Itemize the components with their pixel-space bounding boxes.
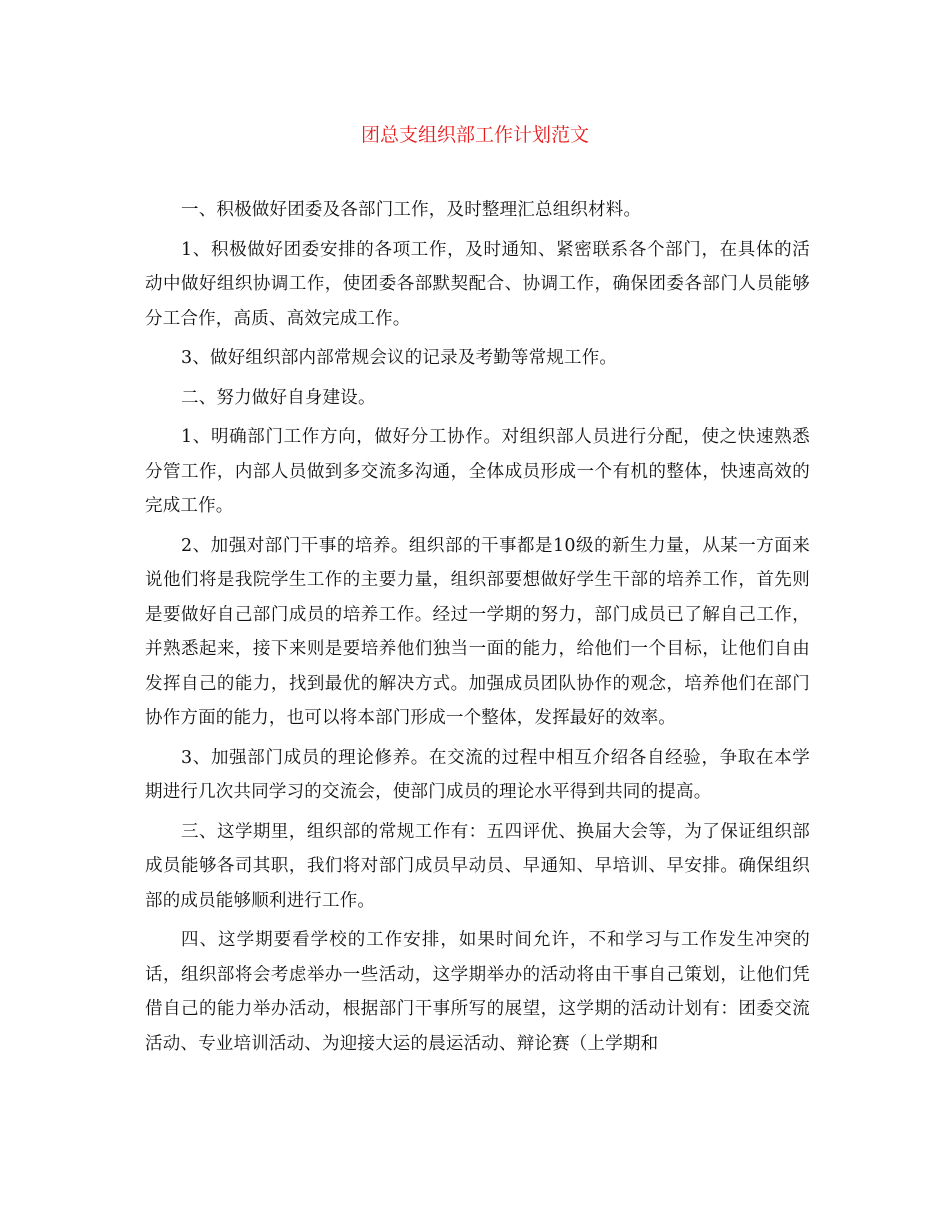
paragraph-section-1-item-3: 3、做好组织部内部常规会议的记录及考勤等常规工作。 — [181, 348, 618, 368]
paragraph-section-2-heading: 二、努力做好自身建设。 — [181, 387, 376, 408]
paragraph-section-4: 四、这学期要看学校的工作安排，如果时间允许，不和学习与工作发生冲突的话，组织部将会考虑举办一些活动，这学期举办的活动将由干事自己策划，让他们凭借自己的能力举办活动，根据部门干事所写的展望，这学期的活动计划有：团委交流活动、专业培训活动、为迎接大运的晨运活动、辩论赛（上学期和 — [145, 930, 810, 1054]
document-title: 团总支组织部工作计划范文 — [360, 124, 589, 146]
paragraph-section-2-item-2: 2、加强对部门干事的培养。组织部的干事都是10级的新生力量，从某一方面来说他们将是我院学生工作的主要力量，组织部要想做好学生干部的培养工作，首先则是要做好自己部门成员的培养工作。经过一学期的努力，部门成员已了解自己工作，并熟悉起来，接下来则是要培养他们独当一面的能力，给他们一个目标，让他们自由发挥自己的能力，找到最优的解决方式。加强成员团队协作的观念，培养他们在部门协作方面的能力，也可以将本部门形成一个整体，发挥最好的效率。 — [145, 535, 810, 728]
paragraph-section-2-item-3: 3、加强部门成员的理论修养。在交流的过程中相互介绍各自经验，争取在本学期进行几次共同学习的交流会，使部门成员的理论水平得到共同的提高。 — [145, 747, 810, 802]
paragraph-section-1-item-1: 1、积极做好团委安排的各项工作，及时通知、紧密联系各个部门，在具体的活动中做好组织协调工作，使团委各部默契配合、协调工作，确保团委各部门人员能够分工合作，高质、高效完成工作。 — [145, 239, 810, 329]
paragraph-section-2-item-1: 1、明确部门工作方向，做好分工协作。对组织部人员进行分配，使之快速熟悉分管工作，内部人员做到多交流多沟通，全体成员形成一个有机的整体，快速高效的完成工作。 — [145, 427, 810, 516]
document-body — [145, 193, 810, 1066]
paragraph-section-3: 三、这学期里，组织部的常规工作有：五四评优、换届大会等，为了保证组织部成员能够各司其职，我们将对部门成员早动员、早通知、早培训、早安排。确保组织部的成员能够顺利进行工作。 — [145, 821, 810, 911]
paragraph-section-1-heading: 一、积极做好团委及各部门工作，及时整理汇总组织材料。 — [181, 200, 642, 220]
